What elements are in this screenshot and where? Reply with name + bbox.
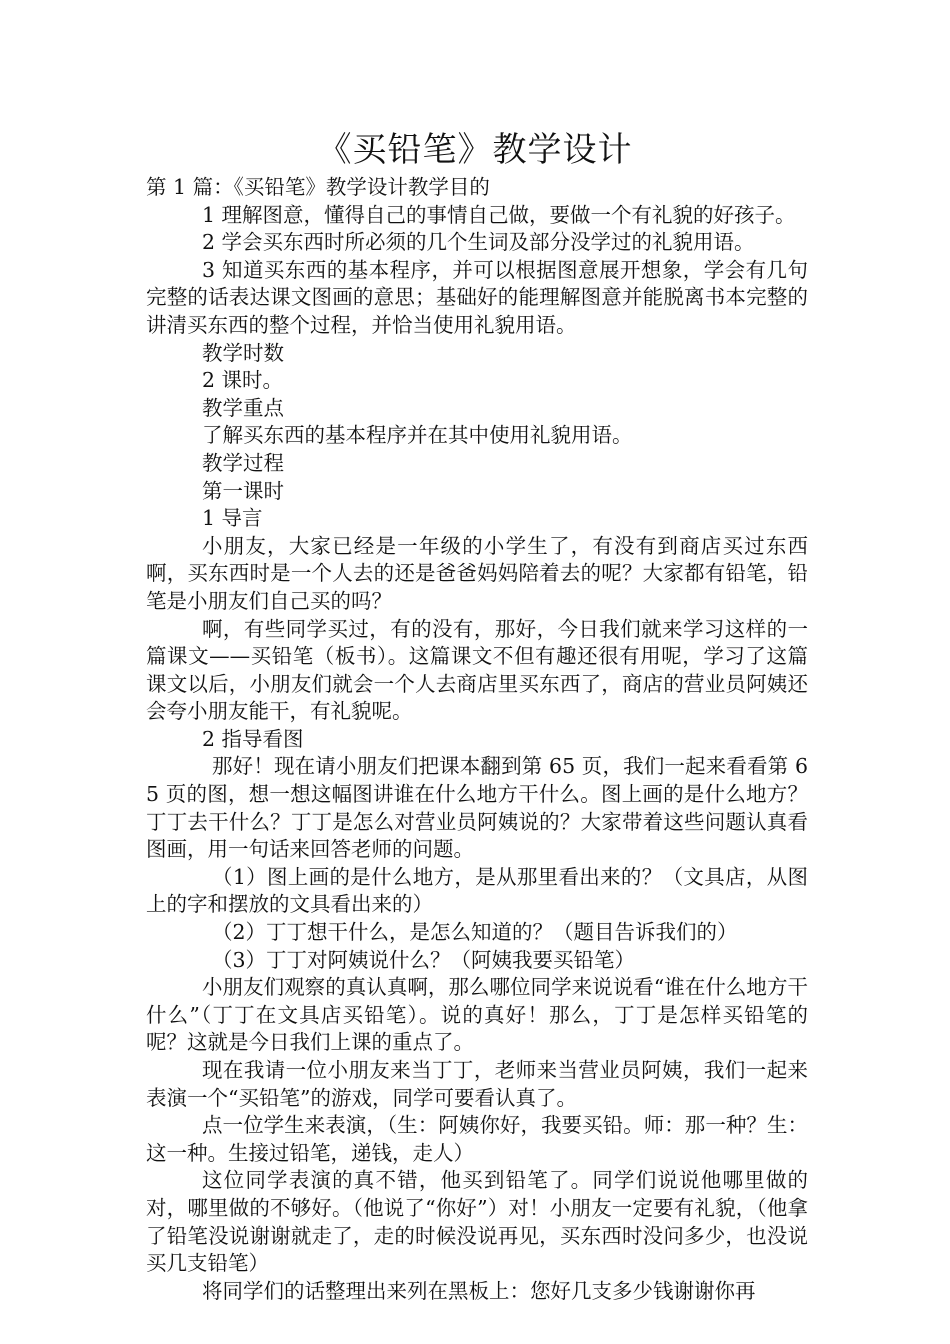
document-body bbox=[146, 174, 808, 1305]
paragraph: 教学过程 bbox=[202, 450, 284, 475]
paragraph: 第 1 篇：《买铅笔》教学设计教学目的 bbox=[146, 175, 490, 199]
paragraph: 点一位学生来表演，（生：阿姨你好，我要买铅。师：那一种？生：这一种。生接过铅笔，递钱，走人） bbox=[146, 1113, 808, 1165]
paragraph: （3）丁丁对阿姨说什么？（阿姨我要买铅笔） bbox=[212, 947, 636, 972]
paragraph: （2）丁丁想干什么，是怎么知道的？（题目告诉我们的） bbox=[212, 920, 738, 945]
paragraph: 第一课时 bbox=[202, 478, 284, 503]
paragraph: 教学时数 bbox=[202, 340, 284, 365]
paragraph: 那好！现在请小朋友们把课本翻到第 65 页，我们一起来看看第 65 页的图，想一想这幅图讲谁在什么地方干什么。图上画的是什么地方？丁丁去干什么？丁丁是怎么对营业员阿姨说的？大家带着这些问题认真看图画，用一句话来回答老师的问题。 bbox=[146, 754, 808, 862]
paragraph: 啊，有些同学买过，有的没有，那好，今日我们就来学习这样的一篇课文——买铅笔（板书）。这篇课文不但有趣还很有用呢，学习了这篇课文以后，小朋友们就会一个人去商店里买东西了，商店的营业员阿姨还会夸小朋友能干，有礼貌呢。 bbox=[146, 616, 808, 724]
paragraph: 将同学们的话整理出来列在黑板上：您好几支多少钱谢谢你再 bbox=[202, 1278, 756, 1303]
paragraph: 了解买东西的基本程序并在其中使用礼貌用语。 bbox=[202, 423, 633, 448]
paragraph: 3 知道买东西的基本程序，并可以根据图意展开想象，学会有几句完整的话表达课文图画的意思；基础好的能理解图意并能脱离书本完整的讲清买东西的整个过程，并恰当使用礼貌用语。 bbox=[146, 257, 808, 337]
paragraph: 小朋友们观察的真认真啊，那么哪位同学来说说看“谁在什么地方干什么”（丁丁在文具店买铅笔）。说的真好！那么，丁丁是怎样买铅笔的呢？这就是今日我们上课的重点了。 bbox=[146, 975, 808, 1055]
paragraph: 1 理解图意，懂得自己的事情自己做，要做一个有礼貌的好孩子。 bbox=[202, 202, 796, 227]
paragraph: 教学重点 bbox=[202, 395, 284, 420]
paragraph: 这位同学表演的真不错，他买到铅笔了。同学们说说他哪里做的对，哪里做的不够好。（他说了“你好”）对！小朋友一定要有礼貌，（他拿了铅笔没说谢谢就走了，走的时候没说再见，买东西时没问多少，也没说买几支铅笔） bbox=[146, 1168, 808, 1276]
paragraph: （1）图上画的是什么地方，是从那里看出来的？（文具店，从图上的字和摆放的文具看出来的） bbox=[146, 864, 808, 917]
paragraph: 1 导言 bbox=[202, 506, 263, 531]
paragraph: 2 指导看图 bbox=[202, 726, 304, 751]
document-title: 《买铅笔》教学设计 bbox=[317, 130, 633, 170]
paragraph: 2 课时。 bbox=[202, 368, 284, 393]
paragraph: 2 学会买东西时所必须的几个生词及部分没学过的礼貌用语。 bbox=[202, 230, 755, 255]
paragraph: 现在我请一位小朋友来当丁丁，老师来当营业员阿姨，我们一起来表演一个“买铅笔”的游戏，同学可要看认真了。 bbox=[146, 1058, 808, 1110]
paragraph: 小朋友，大家已经是一年级的小学生了，有没有到商店买过东西啊，买东西时是一个人去的还是爸爸妈妈陪着去的呢？大家都有铅笔，铅笔是小朋友们自己买的吗？ bbox=[146, 533, 808, 613]
